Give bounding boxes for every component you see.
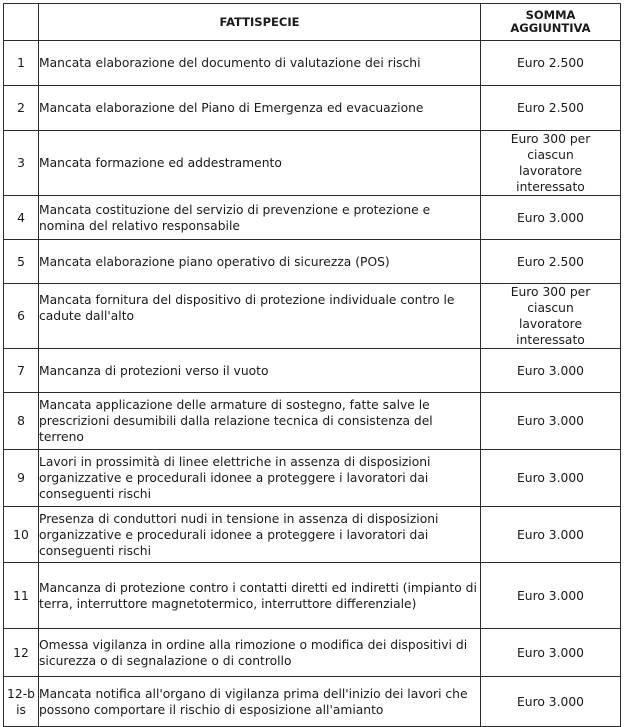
table-row: [4, 41, 621, 86]
row-number: 11: [4, 563, 39, 629]
row-amount: Euro 2.500: [481, 86, 621, 131]
table-row: [4, 86, 621, 131]
table-row: [4, 284, 621, 349]
row-amount: Euro 3.000: [481, 677, 621, 727]
row-description: Mancanza di protezione contro i contatti diretti ed indiretti (impianto di terra, interruttore magnetotermico, interruttore differenziale): [39, 563, 481, 629]
row-description: Mancata applicazione delle armature di sostegno, fatte salve le prescrizioni desumibili dalla relazione tecnica di consistenza del terreno: [39, 393, 481, 450]
row-number: 10: [4, 507, 39, 563]
header-description: FATTISPECIE: [39, 4, 481, 41]
row-description: Mancata elaborazione piano operativo di sicurezza (POS): [39, 240, 481, 284]
row-description: Mancata notifica all'organo di vigilanza prima dell'inizio dei lavori che possono comportare il rischio di esposizione all'amianto: [39, 677, 481, 727]
row-number: 7: [4, 349, 39, 393]
table-row: [4, 196, 621, 240]
row-description: Mancata costituzione del servizio di prevenzione e protezione e nomina del relativo responsabile: [39, 196, 481, 240]
row-number: 2: [4, 86, 39, 131]
row-description: Omessa vigilanza in ordine alla rimozione o modifica dei dispositivi di sicurezza o di segnalazione o di controllo: [39, 629, 481, 677]
header-number: [4, 4, 39, 41]
row-amount: Euro 3.000: [481, 507, 621, 563]
row-description: Lavori in prossimità di linee elettriche in assenza di disposizioni organizzative e procedurali idonee a proteggere i lavoratori dai conseguenti rischi: [39, 450, 481, 507]
row-amount: Euro 3.000: [481, 563, 621, 629]
table-row: [4, 677, 621, 727]
table-row: [4, 240, 621, 284]
row-description: Presenza di conduttori nudi in tensione in assenza di disposizioni organizzative e procedurali idonee a proteggere i lavoratori dai conseguenti rischi: [39, 507, 481, 563]
row-number: 8: [4, 393, 39, 450]
table-row: [4, 393, 621, 450]
row-number: 5: [4, 240, 39, 284]
row-amount: Euro 300 per ciascun lavoratore interessato: [481, 284, 621, 349]
table-row: [4, 349, 621, 393]
row-description: Mancata formazione ed addestramento: [39, 131, 481, 196]
row-number: 12-bis: [4, 677, 39, 727]
table-row: [4, 450, 621, 507]
row-amount: Euro 3.000: [481, 629, 621, 677]
row-amount: Euro 3.000: [481, 450, 621, 507]
row-number: 4: [4, 196, 39, 240]
row-description: Mancanza di protezioni verso il vuoto: [39, 349, 481, 393]
row-number: 12: [4, 629, 39, 677]
row-number: 1: [4, 41, 39, 86]
header-amount: SOMMA AGGIUNTIVA: [481, 4, 621, 41]
table-row: [4, 131, 621, 196]
row-description: Mancata elaborazione del Piano di Emergenza ed evacuazione: [39, 86, 481, 131]
header-row: [4, 4, 621, 41]
row-amount: Euro 3.000: [481, 393, 621, 450]
row-number: 3: [4, 131, 39, 196]
row-amount: Euro 3.000: [481, 196, 621, 240]
table-row: [4, 629, 621, 677]
row-amount: Euro 300 per ciascun lavoratore interessato: [481, 131, 621, 196]
fines-table: [3, 3, 621, 727]
table-row: [4, 563, 621, 629]
table-row: [4, 507, 621, 563]
row-amount: Euro 3.000: [481, 349, 621, 393]
row-number: 9: [4, 450, 39, 507]
row-description: Mancata elaborazione del documento di valutazione dei rischi: [39, 41, 481, 86]
row-description: Mancata fornitura del dispositivo di protezione individuale contro le cadute dall'alto: [39, 284, 481, 349]
row-amount: Euro 2.500: [481, 240, 621, 284]
row-amount: Euro 2.500: [481, 41, 621, 86]
row-number: 6: [4, 284, 39, 349]
